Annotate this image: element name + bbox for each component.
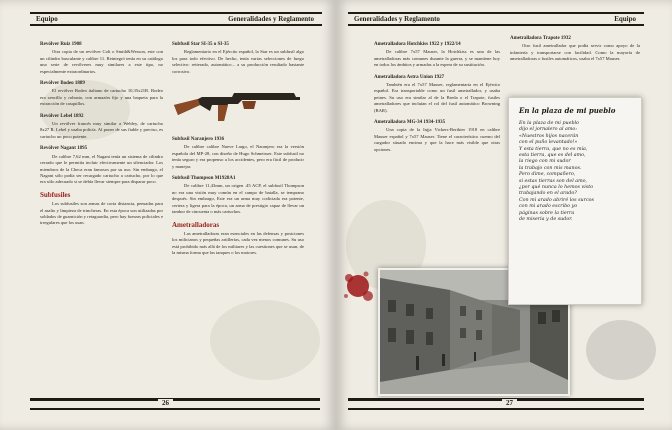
entry-title: Subfusil Star SI-35 o SI-35 — [172, 42, 229, 47]
right-header-chapter: Generalidades y Reglamento — [354, 15, 440, 23]
entry-text: Reglamentario en el Ejército español, la Star es un subfusil algo los para todo efectivo. De hecho, tenía varias selecciones de fuego selectivo: reiterado, automático... a su producción resultado bastante corrosivo. — [172, 49, 304, 74]
entry-text: Una copia de la Injja Vickers-Berthier 1918 en calibre Mauser español y 7x57 Mauser. Tiene el característico cuerno del cargador situado encima y que la hace más visible que otras opciones. — [374, 127, 500, 152]
entry-title: Ametralladora MG-34 1934-1935 — [374, 120, 446, 126]
poem-line: si estas tierras son del amo, — [519, 178, 588, 184]
entry-text: De calibre 11,43mm, un origen .45 ACP, el subfusil Thompson no era una visión muy común en el campo de batalla, se temprano después. Sin embargo, Este era un arma muy codiciada era potente, certera y ligera para la época, un arma de prestigio capaz de llevar un tambor de cincuenta o más cartuchos. — [172, 183, 304, 215]
entry-text: De calibre calibre Nueve Largo, el Naranjero era la versión española del MP-28, con diseño de Hugo Schmeisser. Este subfusil no tenía seguro y era propenso a los accidentes, pero era fácil de producir y manejar. — [172, 144, 304, 169]
entry-title: Revólver Lebel 1892 — [40, 113, 84, 119]
left-page-number: 26 — [158, 399, 173, 407]
left-column-1 — [40, 42, 163, 229]
poem-line: dijo el jornalero al amo: — [519, 127, 577, 133]
entry-text: Otra copia de un revólver Colt o Smith&Wesson, este con un cilindro basculante y calibre 11. Reintegró tenía en su catálogo una serie de revólveres muy similares a este tipo, no especialmente extraordinarios. — [40, 49, 163, 74]
right-page-number: 27 — [502, 399, 517, 407]
entry-title: Revólver Nagant 1895 — [40, 146, 88, 152]
entry-title: Ametralladora Astra Union 1927 — [374, 74, 445, 80]
poem-card — [508, 97, 642, 305]
entry-title: Revólver Bodeo 1889 — [40, 81, 85, 87]
right-page-header — [348, 12, 644, 26]
left-page-footer — [30, 398, 320, 410]
poem-title: En la plaza de mi pueblo — [519, 106, 616, 115]
right-column-2 — [510, 36, 640, 65]
poem-line: páginas sobre la tierra — [519, 210, 575, 216]
entry-title: Ametralladora Hotchkiss 1922 y 1922/14 — [374, 42, 461, 47]
entry-text: También era el 7x57 Mauser, reglamentaria en el Ejército español. Era transportable como un fusil ametrallador, y usaba peines. Su uso era similar al de la Breda o el Trapote, fusiles ametralladores que incluían el rol del fusil automático Browning (BAR). — [374, 82, 500, 113]
right-page-footer — [348, 398, 644, 410]
poem-line: la riego con mi sudor — [519, 159, 571, 165]
poem-line: trabajando en el arado? — [519, 191, 577, 197]
right-header-section: Equipo — [614, 15, 636, 23]
poem-line: de miseria y de sudor. — [519, 217, 573, 223]
entry-title: Revólver Ruiz 1908 — [40, 42, 82, 47]
entry-text: Otro fusil ametrallador que podía servir como apoyo de la infantería y transportarse con facilidad. Como la mayoría de ametralladoras o fusiles automáticos, usaba el 7x57 Mauser. — [510, 43, 640, 62]
entry-text: El revólver Bodeo italiano de cartucho 10,35x21R. Bodeo era sencillo y robusto, con armazón fijo y una baqueta para la extracción de casquillos. — [40, 88, 163, 107]
entry-text: De calibre 7x57 Mauser, la Hotchkiss es una de las ametralladoras más comunes durante la guerra, y se mantiene hoy en todos los ámbitos y armadas a la espera de su sustitución. — [374, 49, 500, 68]
poem-line: Con mi arado abriré los surcos — [519, 197, 594, 203]
poem-line: En la plaza de mi pueblo — [519, 121, 579, 126]
section-heading-ametralladoras: Ametralladoras — [172, 220, 220, 229]
poem-line: «Nuestros hijos nacerán — [519, 133, 579, 139]
thompson-illustration — [172, 77, 304, 131]
poem-line: Pero dime, compañero, — [519, 172, 576, 178]
entry-text: De calibre 7,62 mm, el Nagant tenía un sistema de cilindro cerrado que le permitía incluir efectivamente un silenciador. Los miembros de la Checa eran famosos por su uso. Sin embargo, el Nagant sólo podía ser recargado cartucho a cartucho, por lo que era sólo adecuado si se debía llevar siempre para disparar poco. — [40, 153, 163, 185]
left-header-section: Equipo — [36, 15, 58, 23]
entry-title: Ametralladora Trapote 1932 — [510, 36, 571, 41]
poem-line: Y esta tierra, que no es mía, — [519, 146, 588, 152]
section-text: Las ametralladoras eran esenciales en las defensas y posiciones los milicianos y pequeñas artillerías, cada vez menos comunes. Su uso está prohibido más allá de los militares y las cuestiones que se usan, de la misma forma que las tanques o los motores. — [172, 230, 304, 256]
section-text: Los subfusiles son armas de corta distancia, pensadas para el asalto y limpieza de trincheras. En esta época son utilizadas por soldados de guarnición y retaguardia, pero hay fuerzas policiales e irregulares que los usan. — [40, 201, 163, 226]
poem-line: ¿por qué nunca lo hemos visto — [519, 185, 594, 191]
submachine-gun-icon — [172, 77, 304, 131]
entry-text: Un revólver francés muy similar a Webley, de cartucho 8x27 R. Lebel y usaba policía. Al poner de sus fiable y preciso, es cartucho un poco potente. — [40, 121, 163, 139]
poem-line: con el puño levantado!» — [519, 140, 578, 146]
poem-line: con mi arado escribo yo — [519, 204, 578, 210]
right-column-1 — [374, 42, 500, 155]
entry-title: Subfusil Thompson M1928A1 — [172, 176, 236, 182]
entry-title: Subfusil Naranjero 1936 — [172, 137, 225, 143]
left-column-2 — [172, 42, 304, 259]
poem-line: la trabajo con mis manos. — [519, 165, 582, 171]
left-page-header — [30, 12, 322, 26]
left-header-chapter: Generalidades y Reglamento — [228, 15, 314, 23]
section-heading-subfusiles: Subfusiles — [40, 190, 71, 199]
poem-line: esta tierra, que es del amo, — [519, 153, 586, 159]
blood-splatter — [338, 262, 378, 312]
